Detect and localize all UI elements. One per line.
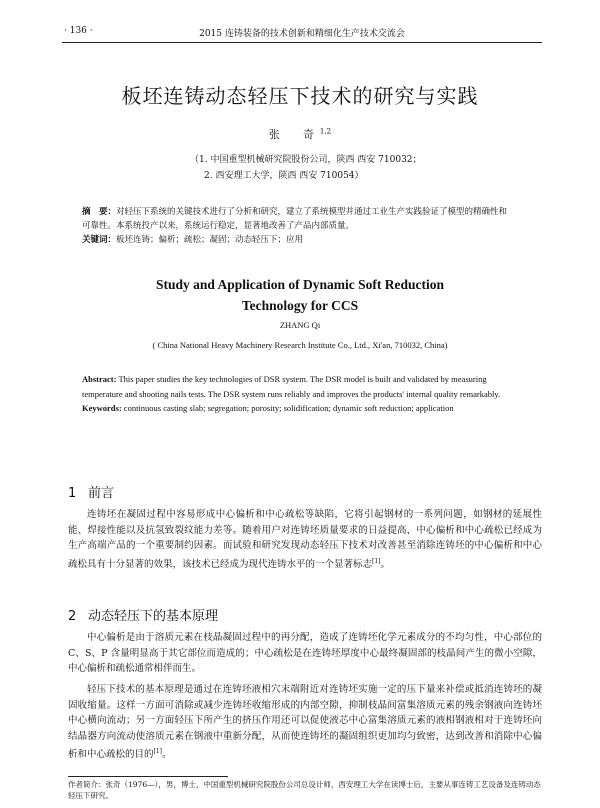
abstract-en-label: Abstract: <box>82 374 117 384</box>
english-title-line-2: Technology for CCS <box>241 298 359 313</box>
keywords-cn: 板坯连铸；偏析；疏松；凝固；动态轻压下；应用 <box>116 235 304 245</box>
english-title-line-1: Study and Application of Dynamic Soft Reduction <box>155 277 445 292</box>
affiliation-1: （1. 中国重型机械研究院股份公司，陕西 西安 710032； <box>190 155 422 165</box>
body-paragraph: 中心偏析是由于溶质元素在枝晶凝固过程中的再分配，造成了连铸坯化学元素成分的不均匀性，中心部位的 C、S、P 含量明显高于其它部位而造成的；中心疏松是在连铸坯厚度中心最终凝固部的枝晶间产生的微小空隙，中心偏析和疏松通常相伴而生。 <box>68 632 542 674</box>
body-paragraph: 连铸坯在凝固过程中容易形成中心偏析和中心疏松等缺陷，它将引起钢材的一系列问题，如钢材的延展性能、焊接性能以及抗氢致裂纹能力差等。随着用户对连铸坯质量要求的日益提高，中心偏析和中心疏松已经成为生产高端产品的一个重要制约因素。而试验和研究发现动态轻压下技术对改善甚至消除连铸坯的中心偏析和中心疏松具有十分显著的效果，该技术已经成为现代连铸水平的一个显著标志[1]。 <box>68 509 542 570</box>
paper-title: 板坯连铸动态轻压下技术的研究与实践 <box>121 84 479 108</box>
section-number: 2 <box>68 609 77 624</box>
body-paragraph: 轻压下技术的基本原理是通过在连铸坯液相穴末端附近对连铸坯实施一定的压下量来补偿或抵消连铸坯的凝固收缩量。这样一方面可消除或减少连铸坯收缩形成的内部空隙，抑制枝晶间富集溶质元素的残余钢液向连铸坯中心横向流动；另一方面轻压下所产生的挤压作用还可以促使液芯中心富集溶质元素的液相钢液相对于连铸坯向结晶器方向流动使溶质元素在钢液中重新分配，从而使连铸坯的凝固组织更加均匀致密，达到改善和消除中心偏析和中心疏松的目的[1]。 <box>68 684 542 761</box>
citation: [1] <box>153 748 163 755</box>
keywords-cn-label: 关键词： <box>82 235 117 245</box>
keywords-en-label: Keywords: <box>82 403 122 413</box>
footnote-rule <box>68 776 228 777</box>
section-number: 1 <box>68 486 77 501</box>
author <box>0 126 600 142</box>
abstract-cn <box>82 205 508 247</box>
keywords-en: continuous casting slab; segregation; porosity; solidification; dynamic soft reduction; application <box>121 403 454 413</box>
author-name: 张 奇 <box>268 128 320 141</box>
page-number: · 136 · <box>64 26 93 36</box>
english-title <box>0 274 600 316</box>
abstract-en <box>82 372 508 416</box>
section-heading <box>68 605 218 624</box>
english-author: ZHANG Qi <box>279 320 321 330</box>
english-affiliation: ( China National Heavy Machinery Research Institute Co., Ltd., Xi'an, 710032, China) <box>152 340 448 350</box>
author-sup: 1,2 <box>319 127 332 136</box>
affiliations <box>190 152 490 184</box>
abstract-en-text: This paper studies the key technologies of DSR system. The DSR model is built and validated by measuring temperature and shooting nails tests. The DSR system runs reliably and improves the products' internal quality remarkably. <box>82 374 501 399</box>
affiliation-2: 2. 西安理工大学，陕西 西安 710054） <box>204 171 364 181</box>
author-footnote: 作者简介：张奇（1976—），男，博士，中国重型机械研究院股份公司总设计师，西安理工大学在读博士后，主要从事连铸工艺设备及连铸动态轻压下研究。 <box>68 780 541 800</box>
section-title: 动态轻压下的基本原理 <box>88 609 219 624</box>
journal-title: 2015 连铸装备的技术创新和精细化生产技术交流会 <box>199 29 405 39</box>
section-title: 前言 <box>88 486 115 501</box>
abstract-cn-label: 摘 要： <box>82 207 117 217</box>
running-header <box>62 24 542 43</box>
abstract-cn-text: 对轻压下系统的关键技术进行了分析和研究，建立了系统模型并通过工业生产实践验证了模型的精确性和可靠性。本系统投产以来，系统运行稳定，显著地改善了产品内部质量。 <box>82 207 508 231</box>
section-heading <box>68 482 114 501</box>
citation: [1] <box>372 557 381 565</box>
